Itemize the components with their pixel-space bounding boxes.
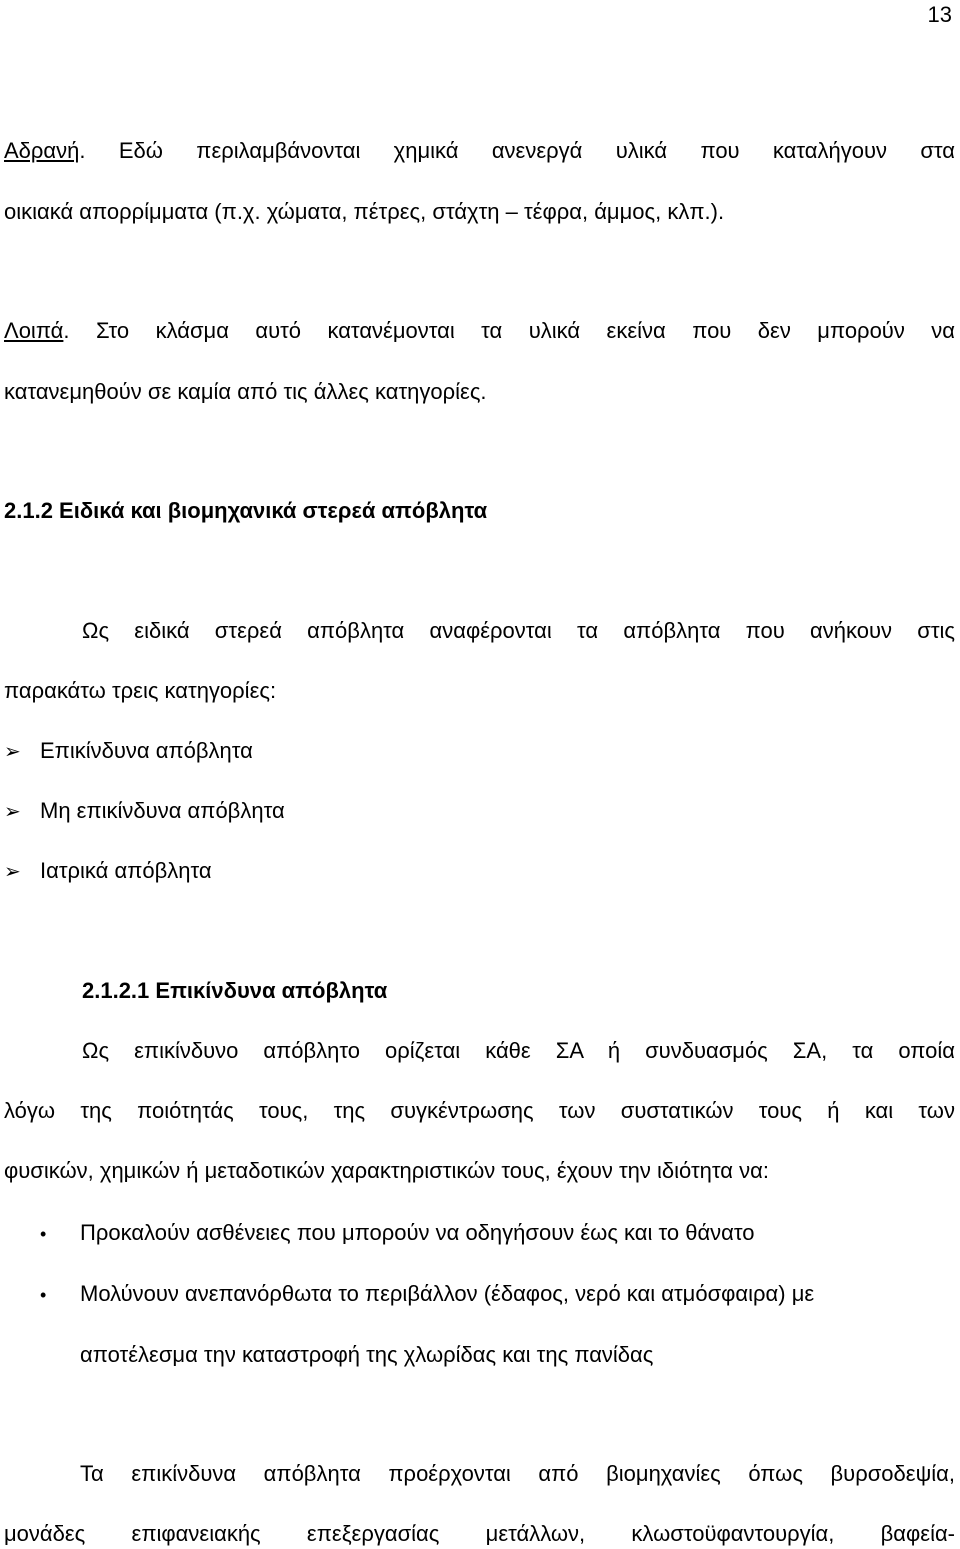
bullet-non-hazardous	[4, 796, 285, 827]
other-line1-text: . Στο κλάσμα αυτό κατανέμονται τα υλικά εκείνα που δεν μπορούν να	[63, 318, 955, 343]
bullet-medical	[4, 856, 212, 887]
bullet-pollution	[40, 1279, 955, 1310]
inert-line1-text: . Εδώ περιλαμβάνονται χημικά ανενεργά υλικά που καταλήγουν στα	[79, 138, 955, 163]
section-2121-def-line-3: φυσικών, χημικών ή μεταδοτικών χαρακτηριστικών τους, έχουν την ιδιότητα να:	[4, 1158, 769, 1183]
section-2121-def-line-1: Ως επικίνδυνο απόβλητο ορίζεται κάθε ΣΑ ή συνδυασμός ΣΑ, τα οποία	[82, 1038, 955, 1063]
bullet-label: Μη επικίνδυνα απόβλητα	[40, 798, 285, 823]
inert-term: Αδρανή	[4, 138, 80, 163]
other-term: Λοιπά	[4, 318, 64, 343]
bullet-label: Ιατρικά απόβλητα	[40, 858, 212, 883]
bullet-label: Επικίνδυνα απόβλητα	[40, 738, 253, 763]
bullet-text: Μολύνουν ανεπανόρθωτα το περιβάλλον (έδαφος, νερό και ατμόσφαιρα) με	[80, 1281, 815, 1306]
other-paragraph-line-1	[4, 316, 955, 346]
arrow-bullet-icon: ➢	[4, 861, 21, 883]
arrow-bullet-icon: ➢	[4, 801, 21, 823]
section-2121-heading: 2.1.2.1 Επικίνδυνα απόβλητα	[82, 978, 388, 1003]
arrow-bullet-icon: ➢	[4, 741, 21, 763]
inert-paragraph-line-1	[4, 136, 955, 166]
dot-bullet-icon: •	[40, 1224, 47, 1244]
other-paragraph-line-2: κατανεμηθούν σε καμία από τις άλλες κατηγορίες.	[4, 379, 487, 404]
bullet-pollution-line-2: αποτέλεσμα την καταστροφή της χλωρίδας και της πανίδας	[80, 1342, 654, 1367]
closing-line-1: Τα επικίνδυνα απόβλητα προέρχονται από βιομηχανίες όπως βυρσοδεψία,	[80, 1461, 955, 1486]
section-212-intro-line-2: παρακάτω τρεις κατηγορίες:	[4, 678, 277, 703]
section-2121-def-line-2: λόγω της ποιότητάς τους, της συγκέντρωσης των συστατικών τους ή και των	[4, 1098, 955, 1123]
page-number: 13	[927, 2, 952, 27]
closing-line-2: μονάδες επιφανειακής επεξεργασίας μετάλλων, κλωστοϋφαντουργία, βαφεία-	[4, 1521, 955, 1546]
section-212-heading: 2.1.2 Ειδικά και βιομηχανικά στερεά απόβλητα	[4, 498, 488, 523]
bullet-hazardous	[4, 736, 253, 767]
inert-paragraph-line-2: οικιακά απορρίμματα (π.χ. χώματα, πέτρες, στάχτη – τέφρα, άμμος, κλπ.).	[4, 199, 725, 224]
bullet-text: Προκαλούν ασθένειες που μπορούν να οδηγήσουν έως και το θάνατο	[80, 1220, 755, 1245]
dot-bullet-icon: •	[40, 1285, 47, 1305]
section-212-intro-line-1: Ως ειδικά στερεά απόβλητα αναφέρονται τα απόβλητα που ανήκουν στις	[82, 618, 955, 643]
bullet-diseases	[40, 1218, 755, 1249]
